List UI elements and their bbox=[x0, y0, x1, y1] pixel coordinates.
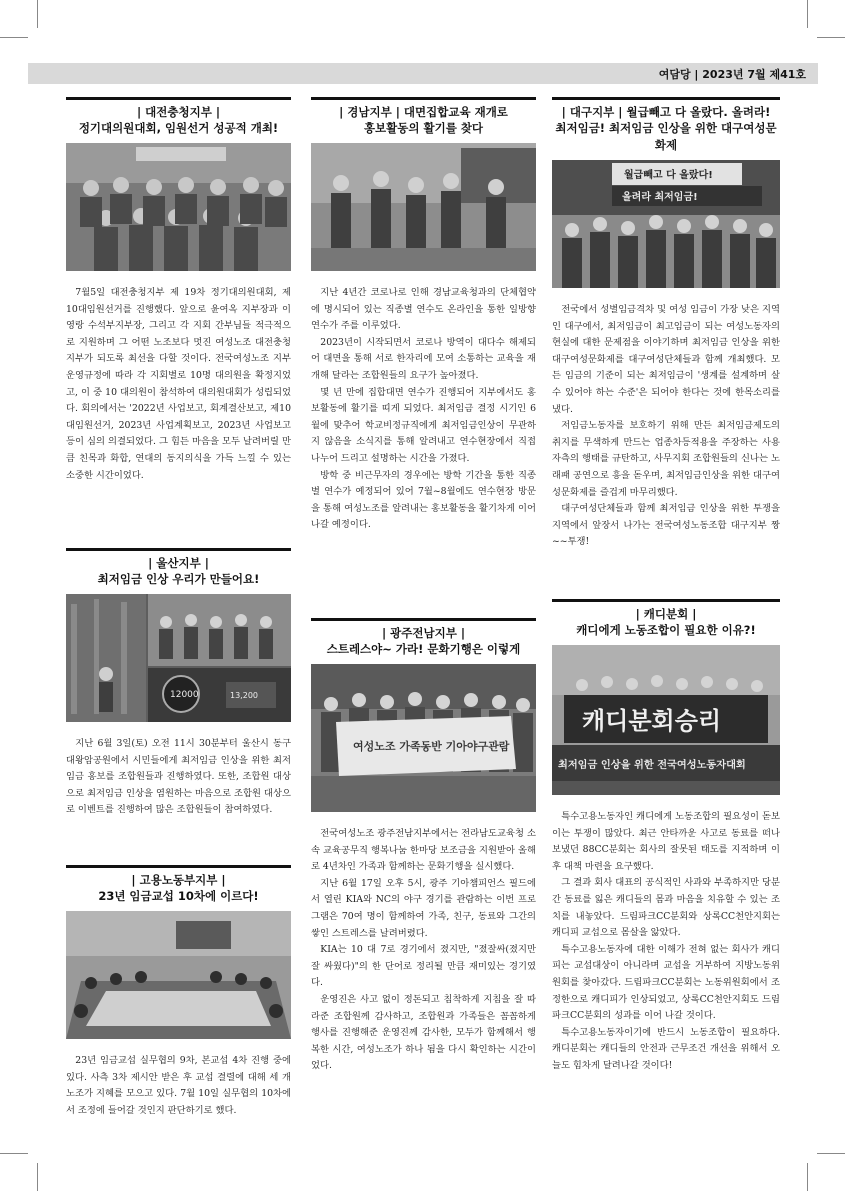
outdoor-photo-icon bbox=[311, 143, 536, 271]
crop-mark bbox=[817, 1153, 845, 1154]
collage-photo-icon bbox=[66, 594, 291, 722]
crop-mark bbox=[37, 1163, 38, 1191]
article-title: 최저임금! 최저임금 인상을 위한 대구여성문화제 bbox=[555, 121, 777, 152]
photo-caption: 올려라 최저임금! bbox=[622, 192, 698, 203]
article-region: | 광주전남지부 | bbox=[381, 626, 466, 640]
article-body bbox=[311, 285, 536, 534]
crop-mark bbox=[0, 1153, 28, 1154]
article-paragraph: 7월5일 대전충청지부 제 19차 정기대의원대회, 제 10대임원선거를 진행했다. 앞으로 윤여옥 지부장과 이영랑 수석부지부장, 그리고 각 지회 간부님들 적극적으로 지원하며 그 어떤 노조보다 멋진 여성노조 대전충청지부가 되도록 최선을 다할 것이다. 전국여성노조 지부운영규정에 따라 각 지회별로 10명 대의원을 확정지었고, 이 중 10 대의원이 참석하여 대의원대회가 성립되었다. 회의에서는 '2022년 사업보고, 회계결산보고, 제10대임원선거, 2023년 사업계획보고, 2023년 사업보고 등이 심의 의결되었다. 그 힘든 마음을 모두 날려버릴 만큼 친목과 화합, 연대의 동지의식을 가득 느낄 수 있는 소중한 시간이었다. bbox=[66, 287, 291, 481]
article-daejeon bbox=[66, 97, 291, 484]
caddie-rally-photo-icon bbox=[552, 645, 780, 795]
article-body bbox=[66, 736, 291, 819]
article-title: 캐디에게 노동조합이 필요한 이유?! bbox=[576, 623, 756, 637]
article-caddie bbox=[552, 599, 780, 1075]
crop-mark bbox=[807, 1163, 808, 1191]
article-paragraph: 저임금노동자를 보호하기 위해 만든 최저임금제도의 취지를 무색하게 만드는 업종차등적용을 주장하는 사용자측의 행태를 규탄하고, 사무지회 조합원들의 신나는 노래패 공연으로 흥을 돋우며, 최저임금인상을 위한 대구여성문화제를 즐겁게 마무리했다. bbox=[552, 420, 780, 498]
article-region: | 울산지부 | bbox=[148, 556, 209, 570]
article-paragraph: 몇 년 만에 집합대면 연수가 진행되어 지부에서도 홍보활동에 활기를 띠게 되었다. 최저임금 결정 시기인 6월에 맞추어 학교비정규직에게 최저임금인상이 무관하지 않음을 소식지를 통해 알려내고 연수현장에서 직접 나누어 드리고 설명하는 시간을 가졌다. bbox=[311, 386, 536, 464]
article-paragraph: 방학 중 비근무자의 경우에는 방학 기간을 통한 직종별 연수가 예정되어 있어 7월~8월에도 연수현장 방문을 통해 여성노조를 알려내는 홍보활동을 활기차게 이어나갈 예정이다. bbox=[311, 469, 536, 531]
article-paragraph: 운영진은 사고 없이 정돈되고 침착하게 지침을 잘 따라준 조합원께 감사하고, 조합원과 가족들은 꼼꼼하게 행사를 진행해준 운영진께 감사한, 모두가 함께해서 행복한 시간, 여성노조가 하나 됨을 다시 확인하는 시간이었다. bbox=[311, 993, 536, 1072]
article-title: 23년 임금교섭 10차에 이르다! bbox=[98, 889, 259, 903]
article-body bbox=[552, 302, 780, 551]
photo-caption: 캐디분회승리 bbox=[582, 707, 722, 735]
photo-caption: 12000 bbox=[170, 690, 199, 700]
article-paragraph: 특수고용노동자인 캐디에게 노동조합의 필요성이 돋보이는 투쟁이 많았다. 최근 안타까운 사고로 동료를 떠나보냈던 88CC분회는 회사의 잘못된 태도를 지적하며 이후 대책 마련을 요구했다. bbox=[552, 811, 780, 872]
article-body bbox=[552, 809, 780, 1075]
article-gwangju bbox=[311, 618, 536, 1075]
article-paragraph: 23년 임금교섭 실무협의 9차, 본교섭 4차 진행 중에 있다. 사측 3차 제시안 받은 후 교섭 결렬에 대해 세 개 노조가 지혜를 모으고 있다. 7월 10일 실무협의 10차에서 조정에 들어갈 것인지 판단하기로 했다. bbox=[66, 1055, 291, 1116]
article-title: 최저임금 인상 우리가 만들어요! bbox=[97, 572, 260, 586]
article-paragraph: 지난 4년간 코로나로 인해 경남교육청과의 단체협약에 명시되어 있는 직종별 연수도 온라인을 통한 일방향 연수가 주를 이루었다. bbox=[311, 287, 536, 332]
article-region: | 경남지부 | 대면집합교육 재개로 bbox=[339, 105, 508, 119]
issue-info: 여담당 | 2023년 7월 제41호 bbox=[658, 68, 806, 81]
article-paragraph: 전국여성노조 광주전남지부에서는 전라남도교육청 소속 교육공무직 행복나눔 한마당 보조금을 지원받아 올해로 4년차인 가족과 함께하는 문화기행을 실시했다. bbox=[311, 828, 536, 873]
article-paragraph: 지난 6월 17일 오후 5시, 광주 기아챔피언스 필드에서 열린 KIA와 NC의 야구 경기를 관람하는 이번 프로그램은 70여 명이 함께하여 가족, 친구, 동료와 그간의 쌓인 스트레스를 날려버렸다. bbox=[311, 877, 536, 939]
article-paragraph: 전국에서 성별임금격차 및 여성 임금이 가장 낮은 지역인 대구에서, 최저임금이 최고임금이 되는 여성노동자의 현실에 대한 문제점을 이야기하며 최저임금 인상을 위한 대구여성문화제를 대구여성단체들과 함께 개최했다. 모든 임금의 기준이 되는 최저임금이 '생계를 설계하며 살 수 있어야 하는 수준'은 되어야 한다는 것에 한목소리를 냈다. bbox=[552, 304, 780, 415]
article-paragraph: 지난 6월 3일(토) 오전 11시 30분부터 울산시 동구 대왕암공원에서 시민들에게 최저임금 인상을 위한 최저임금 홍보를 조합원들과 진행하였다. 또한, 조합원 대상으로 최저임금 인상을 염원하는 마음으로 조합원 대상으로 이벤트를 진행하여 많은 조합원들이 참여하였다. bbox=[66, 738, 291, 816]
article-title: 홍보활동의 활기를 찾다 bbox=[363, 121, 484, 135]
rally-photo-icon bbox=[552, 160, 780, 288]
article-body bbox=[311, 826, 536, 1075]
article-body bbox=[66, 1053, 291, 1119]
article-region: | 캐디분회 | bbox=[635, 607, 697, 621]
photo-caption: 여성노조 가족동반 기아야구관람 bbox=[353, 740, 510, 753]
group-photo-icon bbox=[66, 143, 291, 271]
meeting-photo-icon bbox=[66, 911, 291, 1039]
article-gyeongnam bbox=[311, 97, 536, 534]
newsletter-header-bar bbox=[28, 63, 818, 84]
article-paragraph: 특수고용노동자에 대한 이해가 전혀 없는 회사가 캐디피는 교섭대상이 아니라며 교섭을 거부하여 지방노동위원회를 찾아갔다. 드림파크CC분회는 노동위원회에서 조정한으로 캐디피가 인상되었고, 상록CC천안지회도 드림파크CC분회의 성과를 이어 나갈 것이다. bbox=[552, 943, 780, 1022]
photo-caption: 13,200 bbox=[230, 691, 258, 700]
article-paragraph: KIA는 10 대 7로 경기에서 졌지만, "졌잘싸(졌지만 잘 싸웠다)"의 한 단어로 정리될 만큼 재미있는 경기였다. bbox=[311, 944, 536, 989]
article-title: 스트레스야~ 가라! 문화기행은 이렇게 bbox=[326, 642, 521, 656]
photo-caption: 월급빼고 다 올랐다! bbox=[624, 170, 713, 181]
crop-mark bbox=[37, 0, 38, 28]
crop-mark bbox=[807, 0, 808, 28]
article-paragraph: 대구여성단체들과 함께 최저임금 인상을 위한 투쟁을 지역에서 앞장서 나가는 전국여성노동조합 대구지부 짱~~투쟁! bbox=[552, 503, 780, 548]
article-title: 정기대의원대회, 임원선거 성공적 개최! bbox=[78, 121, 279, 135]
article-region: | 대구지부 | 월급빼고 다 올랐다. 올려라! bbox=[561, 105, 771, 119]
article-body bbox=[66, 285, 291, 484]
banner-group-photo-icon bbox=[311, 664, 536, 812]
article-paragraph: 특수고용노동자이기에 반드시 노동조합이 필요하다. 캐디분회는 캐디들의 안전과 근무조건 개선을 위해서 오늘도 힘차게 달려나갈 것이다! bbox=[552, 1026, 780, 1071]
article-paragraph: 그 결과 회사 대표의 공식적인 사과와 부족하지만 당분간 동료를 잃은 캐디들의 몸과 마음을 치유할 수 있는 조치를 내놓았다. 드림파크CC분회와 상록CC천안지회는 캐디피 교섭으로 몸살을 앓았다. bbox=[552, 877, 780, 939]
article-region: | 대전충청지부 | bbox=[136, 105, 221, 119]
article-ulsan bbox=[66, 548, 291, 819]
crop-mark bbox=[0, 37, 28, 38]
article-employment bbox=[66, 865, 291, 1119]
article-daegu bbox=[552, 97, 780, 551]
article-paragraph: 2023년이 시작되면서 코로나 방역이 대다수 해제되어 대면을 통해 서로 한자리에 모여 소통하는 교육을 재개해 달라는 조합원들의 요구가 높아졌다. bbox=[311, 336, 536, 381]
photo-caption: 최저임금 인상을 위한 전국여성노동자대회 bbox=[558, 760, 746, 771]
article-region: | 고용노동부지부 | bbox=[131, 873, 226, 887]
crop-mark bbox=[817, 37, 845, 38]
